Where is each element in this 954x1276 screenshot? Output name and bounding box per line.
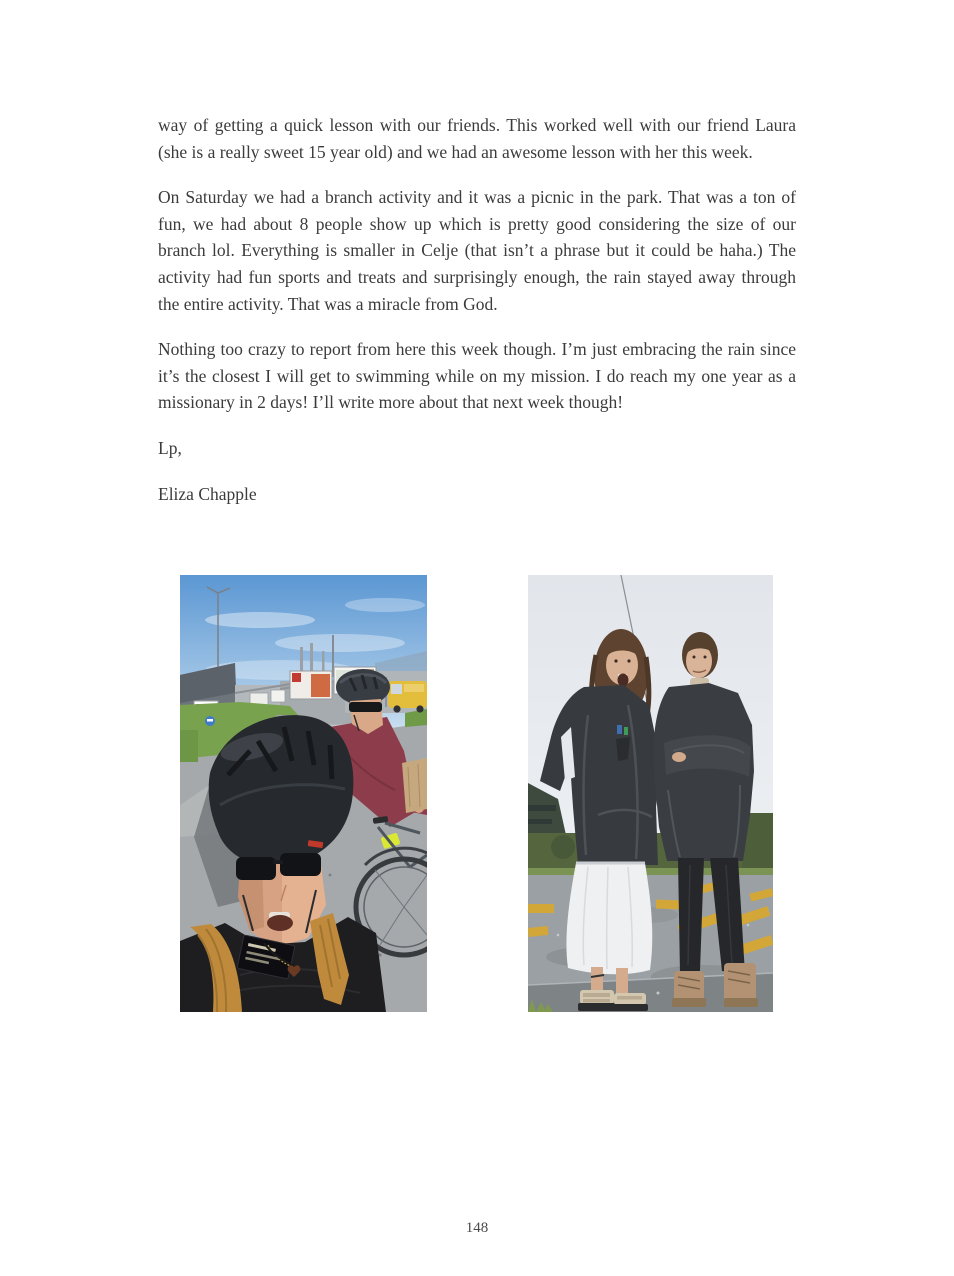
paragraph-1: way of getting a quick lesson with our friends. This worked well with our friend Laura (she is a really sweet 15 year old) and we had an awesome lesson with her this week. — [158, 115, 796, 162]
platform-sandals — [578, 990, 648, 1011]
signoff: Lp, — [158, 437, 182, 458]
black-pants-leg-a — [678, 858, 704, 974]
hanging-sunglasses — [616, 737, 630, 761]
bike-selfie-photo — [180, 575, 427, 1012]
signature-name: Eliza Chapple — [158, 483, 257, 504]
rain-jackets-photo — [528, 575, 773, 1012]
paper-bag — [402, 758, 427, 813]
white-skirt — [566, 863, 652, 974]
companion-sunglasses — [349, 702, 382, 712]
bike-selfie-illustration — [180, 575, 427, 1012]
page-number: 148 — [465, 1220, 489, 1236]
paragraph-2: On Saturday we had a branch activity and it was a picnic in the park. That was a ton of fun, we had about 8 people show up which is pretty good considering the size of our branch lol. Everything is smaller in Celje (that isn’t a phrase but it could be haha.) The activity had fun sports and treats and surprisingly enough, the rain stayed away through the entire activity. That was a miracle from God. — [158, 187, 796, 314]
companion-helmet — [336, 669, 390, 705]
leg-left-a — [591, 967, 603, 994]
rain-jackets-illustration — [528, 575, 773, 1012]
paragraph-3: Nothing too crazy to report from here this week though. I’m just embracing the rain since it’s the closest I will get to swimming while on my mission. I do reach my one year as a missionary in 2 days! I’ll write more about that next week though! — [158, 339, 796, 413]
letter-body — [158, 112, 796, 526]
leg-left-b — [616, 968, 628, 994]
